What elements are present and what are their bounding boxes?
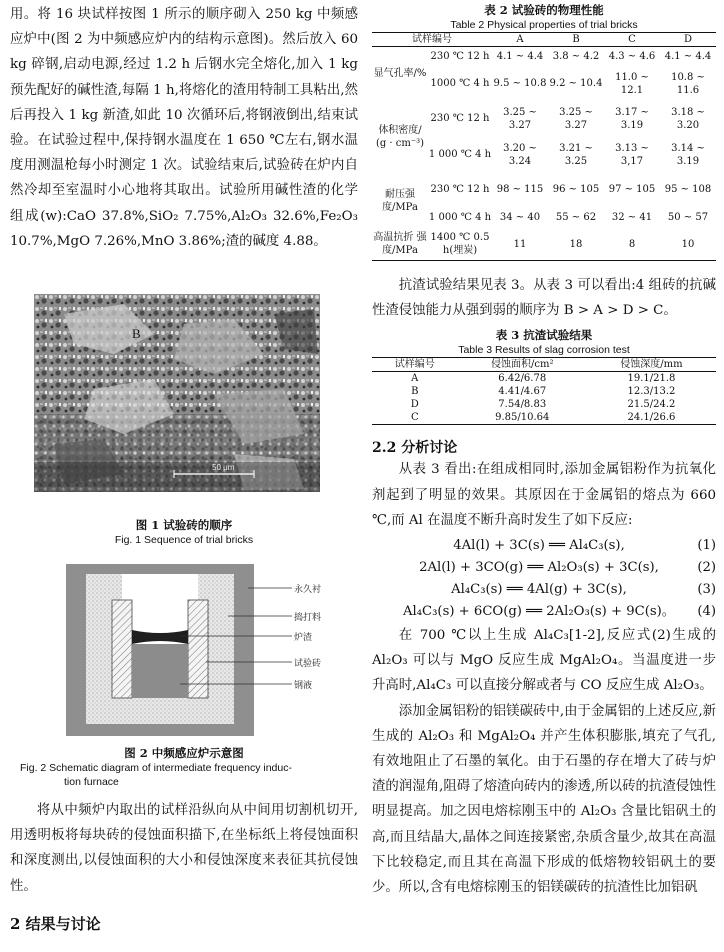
label-permanent-lining: 永久衬 — [294, 585, 322, 595]
table2-cell: 3.25 ~ 3.27 — [503, 106, 537, 131]
table2-header-sample: 试样编号 — [412, 34, 452, 45]
table2-header-c: C — [628, 34, 636, 45]
scale-label: 50 μm — [212, 463, 235, 472]
slag-result-paragraph: 抗渣试验结果见表 3。从表 3 可以看出:4 组砖的抗碱性渣侵蚀能力从强到弱的顺序为 B > A > D > C。 — [372, 278, 716, 319]
table2-header-d: D — [683, 34, 693, 45]
table3-title-zh: 表 3 抗渣试验结果 — [495, 328, 593, 343]
furnace-schematic — [60, 560, 360, 740]
subsection-heading: 2.2 分析讨论 — [372, 440, 458, 457]
table2-prop-hot-mor: 高温抗折 强度/MPa — [373, 232, 427, 257]
equations-block — [372, 535, 716, 623]
table2-cell: 4.1 ~ 4.4 — [496, 51, 544, 63]
table3-cell: 12.3/13.2 — [627, 386, 676, 398]
equation-2: 2Al(l) + 3CO(g) ══ Al₂O₃(s) + 3C(s), (2) — [419, 560, 716, 576]
table2-cell: 55 ~ 62 — [555, 212, 597, 223]
fig1-caption — [10, 517, 358, 547]
table2-cell: 18 — [569, 238, 583, 250]
test-method-paragraph: 将从中频炉内取出的试样沿纵向从中间用切割机切开,用透明板将每块砖的侵蚀面积描下,在坐标纸上将侵蚀面积和深度测出,以侵蚀面积的大小和侵蚀深度来表征其抗侵蚀性。 — [10, 803, 358, 894]
furnace-diagram — [60, 560, 360, 740]
table2-cond: 230 ℃ 12 h — [430, 51, 490, 63]
table2-cell: 3.8 ~ 4.2 — [552, 51, 600, 63]
table2-prop-density: 体积密度/ (g · cm⁻³) — [375, 124, 425, 149]
label-molten-steel: 钢液 — [294, 681, 313, 691]
table2-cell: 3.25 ~ 3.27 — [559, 106, 593, 131]
discussion-paragraph-2: 在 700 ℃以上生成 Al₄C₃[1-2],反应式(2)生成的 Al₂O₃ 可以与 MgO 反应生成 MgAl₂O₄。当温度进一步升高时,Al₄C₃ 可以直接分解或者与 CO 反应生成 Al₂O₃。 — [372, 628, 716, 694]
table3-cell: D — [410, 399, 419, 411]
table2-cell: 9.5 ~ 10.8 — [493, 78, 547, 89]
table3-cell: 24.1/26.6 — [627, 412, 676, 424]
table3-cell: 6.42/6.78 — [498, 373, 547, 385]
label-trial-brick: 试验砖 — [294, 659, 322, 669]
molten-steel — [132, 644, 188, 698]
table2-cond: 1 000 ℃ 4 h — [428, 149, 492, 160]
fig1-caption-en: Fig. 1 Sequence of trial bricks — [114, 534, 254, 546]
table2-cell: 11.0 ~ 12.1 — [615, 71, 649, 96]
micrograph-figure — [34, 294, 320, 492]
table3-cell: 21.5/24.2 — [627, 399, 676, 411]
fig2-caption-en-1: Fig. 2 Schematic diagram of intermediate frequency induc- — [20, 762, 292, 774]
left-column — [10, 0, 358, 254]
table3-header-sample: 试样编号 — [394, 359, 435, 371]
table3-cell: 19.1/21.8 — [627, 373, 676, 385]
trial-brick-right — [188, 600, 208, 698]
table2-cell: 34 ~ 40 — [499, 212, 541, 223]
equation-1: 4Al(l) + 3C(s) ══ Al₄C₃(s), (1) — [453, 538, 716, 554]
table3-header-area: 侵蚀面积/cm² — [491, 359, 554, 371]
table2-header-a: A — [516, 34, 524, 45]
table3-cell: 7.54/8.83 — [498, 399, 547, 411]
table2-cell: 3.17 ~ 3.19 — [615, 106, 649, 131]
table2-cell: 50 ~ 57 — [667, 212, 709, 223]
region-b-label: B — [132, 326, 141, 341]
discussion-paragraph-1: 从表 3 看出:在组成相同时,添加金属铝粉作为抗氧化剂起到了明显的效果。其原因在于金属铝的熔点为 660 ℃,而 Al 在温度不断升高时发生了如下反应: — [372, 462, 716, 528]
table2-prop-porosity: 显气孔率/% — [373, 68, 427, 80]
table2-cell: 10.8 ~ 11.6 — [671, 71, 705, 96]
label-slag: 炉渣 — [294, 633, 313, 643]
table2-cell: 3.20 ~ 3.24 — [503, 142, 537, 167]
fig2-caption — [10, 745, 358, 789]
test-method-block — [10, 798, 358, 934]
table2-physical-properties — [372, 32, 716, 261]
table2-cond: 1400 ℃ 0.5 h(埋炭) — [430, 232, 490, 257]
right-column — [372, 0, 716, 900]
table3-cell: A — [411, 373, 419, 385]
table2-cell: 4.1 ~ 4.4 — [664, 51, 712, 63]
table3-cell: 9.85/10.64 — [495, 412, 550, 424]
table2-cond: 1 000 ℃ 4 h — [428, 212, 492, 223]
section-heading: 2 结果与讨论 — [10, 914, 101, 933]
table3-slag-corrosion — [372, 357, 716, 425]
table2-cell: 95 ~ 108 — [664, 184, 712, 195]
table2-cell: 96 ~ 105 — [552, 184, 600, 195]
table2-cell: 32 ~ 41 — [611, 212, 653, 223]
micrograph-image — [34, 294, 320, 492]
table3-header-depth: 侵蚀深度/mm — [620, 359, 683, 371]
table3-cell: C — [410, 412, 419, 424]
table2-title-zh: 表 2 试验砖的物理性能 — [484, 3, 604, 17]
fig1-caption-zh: 图 1 试验砖的顺序 — [135, 518, 233, 532]
table3-cell: B — [411, 386, 419, 398]
table3-cell: 4.41/4.67 — [498, 386, 547, 398]
table2-prop-strength: 耐压强 度/MPa — [382, 188, 418, 213]
fig2-caption-zh: 图 2 中频感应炉示意图 — [124, 746, 244, 760]
equation-3: Al₄C₃(s) ══ 4Al(g) + 3C(s), (3) — [451, 582, 716, 598]
table2-cell: 9.2 ~ 10.4 — [549, 78, 603, 89]
table2-cell: 3.21 ~ 3.25 — [559, 142, 593, 167]
discussion-paragraph-3: 添加金属铝粉的铝镁碳砖中,由于金属铝的上述反应,新生成的 Al₂O₃ 和 MgAl₂O₄ 并产生体积膨胀,填充了气孔,有效地阻止了石墨的氧化。由于石墨的存在增大了砖与炉渣的润湿角,阻碍了熔渣向砖内的渗透,所以砖的抗渣侵蚀性明显提高。加之因电熔棕刚玉中的 Al₂O₃ 含量比铝矾土的高,而且结晶大,晶体之间连接紧密,杂质含量少,故其在高温下比较稳定,而且其在高温下形成的低熔物较铝矾土的要少。所以,含有电熔棕刚玉的铝镁碳砖的抗渣性比加铝矾 — [372, 703, 716, 896]
table2-cell: 97 ~ 105 — [608, 184, 656, 195]
table2-cell: 3.14 ~ 3.19 — [671, 142, 705, 167]
table2-cell: 3.18 ~ 3.20 — [671, 106, 705, 131]
table2-cell: 8 — [628, 238, 636, 250]
table2-cond: 230 ℃ 12 h — [430, 184, 490, 195]
table2-cond: 230 ℃ 12 h — [430, 113, 490, 124]
label-ramming-mass: 捣打料 — [294, 613, 322, 623]
table2-cond: 1000 ℃ 4 h — [430, 78, 490, 89]
experiment-paragraph: 用。将 16 块试样按图 1 所示的顺序砌入 250 kg 中频感应炉中(图 2 为中频感应炉内的结构示意图)。然后放入 60 kg 碎钢,启动电源,经过 1.2 h 后钢水完全熔化,加入 1 kg 预先配好的碱性渣,每隔 1 h,将熔化的渣用特制工具粘出,然后再投入 1 kg 新渣,如此 10 次循环后,将钢液倒出,结束试验。在试验过程中,保持钢水温度在 1 650 ℃左右,钢水温度用测温枪每小时测定 1 次。试验结束后,试验砖在炉内自然冷却至室温时小心地将其取出。试验所用碱性渣的化学组成(w):CaO 37.8%,SiO₂ 7.75%,Al₂O₃ 32.6%,Fe₂O₃ 10.7%,MgO 7.26%,MnO 3.86%;渣的碱度 4.88。 — [10, 7, 358, 249]
equation-4: Al₄C₃(s) + 6CO(g) ══ 2Al₂O₃(s) + 9C(s)。 (4) — [403, 604, 716, 620]
table2-cell: 4.3 ~ 4.6 — [608, 51, 656, 63]
fig2-caption-en-2: tion furnace — [64, 776, 119, 788]
table2-cell: 3.13 ~ 3,17 — [615, 142, 649, 167]
trial-brick-left — [112, 600, 132, 698]
table2-header-b: B — [572, 34, 580, 45]
table2-cell: 98 ~ 115 — [496, 184, 544, 195]
table2-cell: 10 — [681, 238, 695, 250]
table2-cell: 11 — [513, 238, 527, 250]
table2-title-en: Table 2 Physical properties of trial bricks — [450, 19, 638, 31]
table3-title-en: Table 3 Results of slag corrosion test — [458, 344, 630, 357]
